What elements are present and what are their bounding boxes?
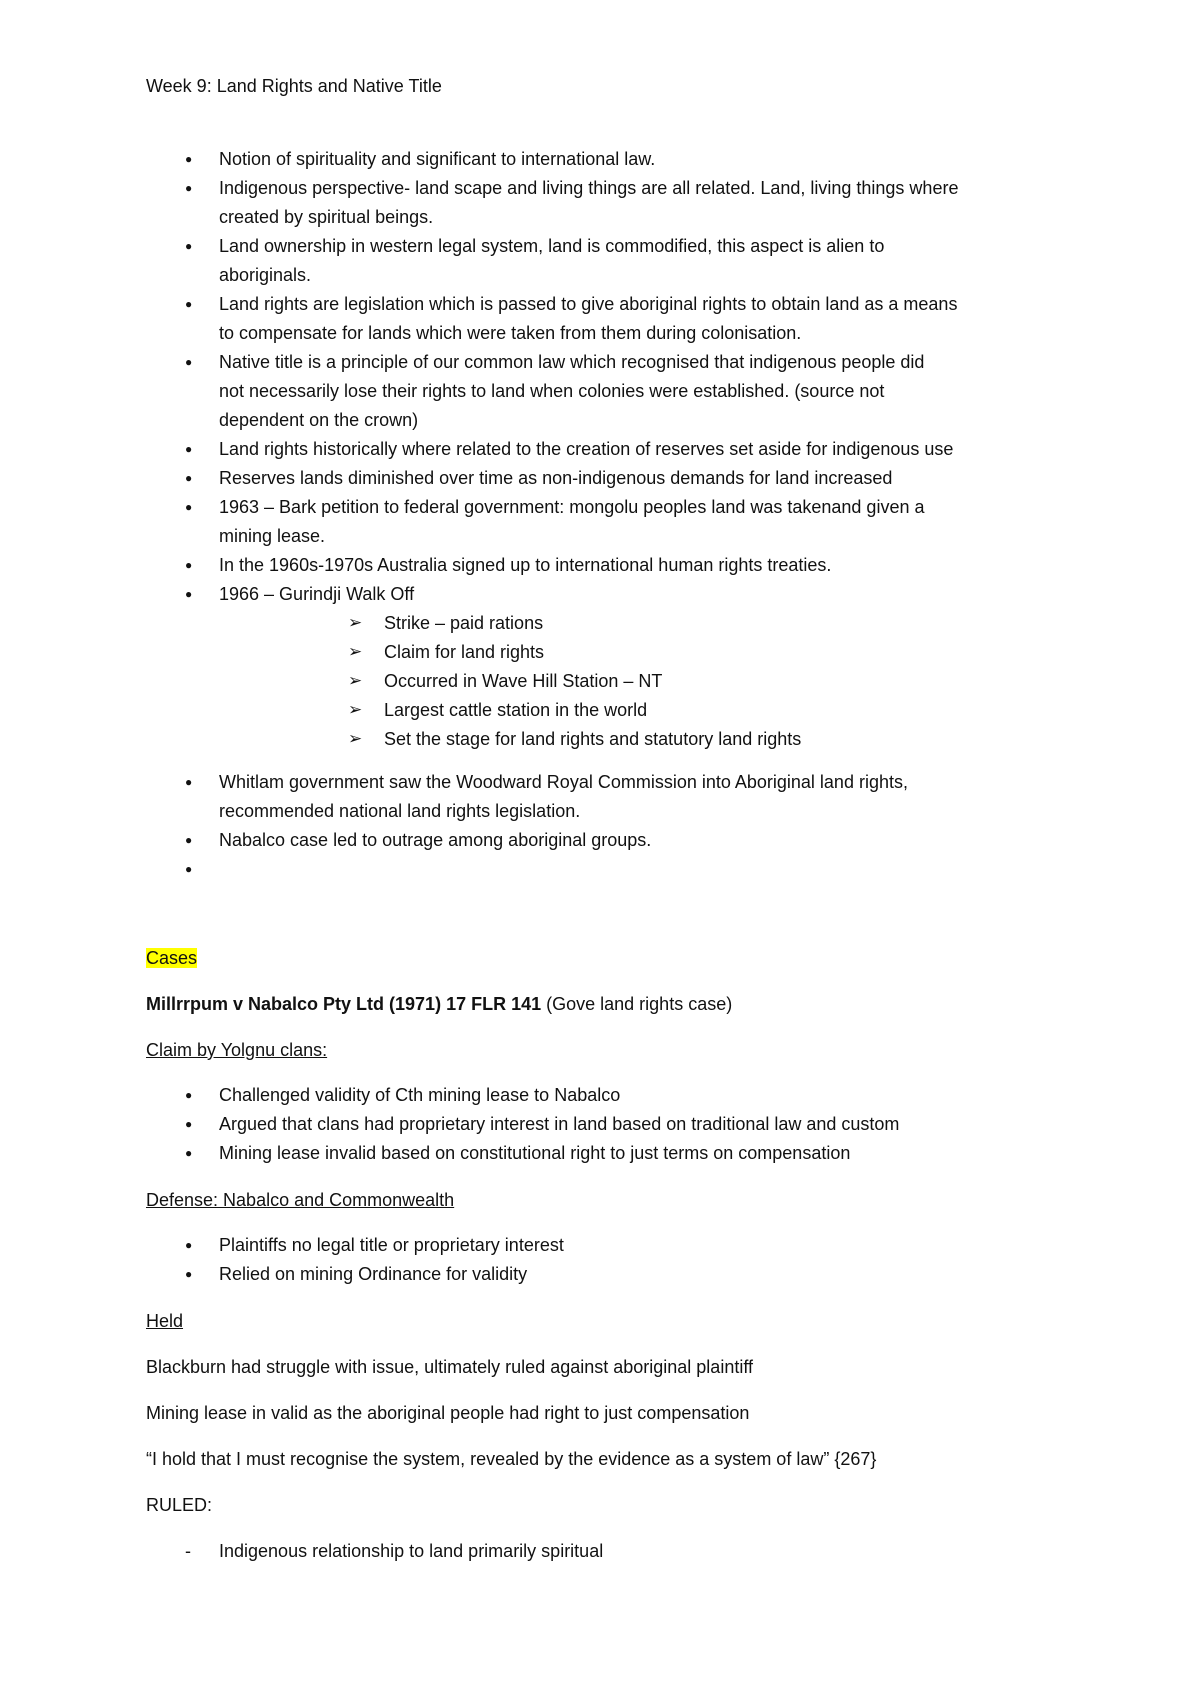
bullet-glyph: ● xyxy=(185,471,193,485)
defense-heading: Defense: Nabalco and Commonwealth xyxy=(146,1190,455,1210)
bullet-text: Reserves lands diminished over time as non-indigenous demands for land increased xyxy=(219,468,893,488)
bullet-glyph: ● xyxy=(185,239,193,253)
bullet-text-continued: dependent on the crown) xyxy=(219,410,419,430)
bullet-text-continued: aboriginals. xyxy=(219,265,312,285)
sub-bullet-text: Largest cattle station in the world xyxy=(384,700,648,720)
bullet-glyph: ● xyxy=(185,833,193,847)
bullet-text-continued: to compensate for lands which were taken from them during colonisation. xyxy=(219,323,802,343)
bullet-text-continued: created by spiritual beings. xyxy=(219,207,434,227)
bullet-text: Whitlam government saw the Woodward Royal Commission into Aboriginal land rights, xyxy=(219,772,908,792)
bullet-text: 1963 – Bark petition to federal government: mongolu peoples land was takenand given a xyxy=(219,497,925,517)
cases-heading-text: Cases xyxy=(146,948,198,968)
bullet-glyph: ● xyxy=(185,181,193,195)
bullet-glyph: ● xyxy=(185,1146,193,1160)
bullet-text: Notion of spirituality and significant to international law. xyxy=(219,149,656,169)
held-line: Blackburn had struggle with issue, ultimately ruled against aboriginal plaintiff xyxy=(146,1357,754,1377)
bullet-glyph: ● xyxy=(185,442,193,456)
bullet-text: Land rights are legislation which is passed to give aboriginal rights to obtain land as a means xyxy=(219,294,958,314)
bullet-glyph: ● xyxy=(185,297,193,311)
arrow-bullet-icon: ➢ xyxy=(348,613,363,632)
held-quote: “I hold that I must recognise the system, revealed by the evidence as a system of law” {267} xyxy=(146,1449,877,1469)
arrow-bullet-icon: ➢ xyxy=(348,729,363,748)
bullet-text-continued: not necessarily lose their rights to land when colonies were established. (source not xyxy=(219,381,885,401)
cases-heading xyxy=(146,947,197,969)
bullet-glyph: ● xyxy=(185,1117,193,1131)
bullet-text-continued: recommended national land rights legislation. xyxy=(219,801,581,821)
case-citation: Millrrpum v Nabalco Pty Ltd (1971) 17 FLR 141 xyxy=(146,994,542,1014)
bullet-glyph: ● xyxy=(185,587,193,601)
bullet-glyph: ● xyxy=(185,1238,193,1252)
case-title xyxy=(146,993,732,1015)
claim-point: Challenged validity of Cth mining lease to Nabalco xyxy=(219,1085,621,1105)
sub-bullet-text: Occurred in Wave Hill Station – NT xyxy=(384,671,663,691)
sub-bullet-text: Strike – paid rations xyxy=(384,613,544,633)
defense-point: Relied on mining Ordinance for validity xyxy=(219,1264,528,1284)
bullet-glyph-empty: ● xyxy=(185,862,193,876)
defense-point: Plaintiffs no legal title or proprietary interest xyxy=(219,1235,564,1255)
ruled-point: Indigenous relationship to land primarily spiritual xyxy=(219,1541,604,1561)
bullet-text: Indigenous perspective- land scape and living things are all related. Land, living things where xyxy=(219,178,959,198)
held-heading: Held xyxy=(146,1311,184,1331)
bullet-glyph: ● xyxy=(185,355,193,369)
claim-heading: Claim by Yolgnu clans: xyxy=(146,1040,328,1060)
bullet-text: 1966 – Gurindji Walk Off xyxy=(219,584,415,604)
held-line: Mining lease in valid as the aboriginal people had right to just compensation xyxy=(146,1403,750,1423)
case-title-note: (Gove land rights case) xyxy=(541,994,733,1014)
claim-point: Argued that clans had proprietary interest in land based on traditional law and custom xyxy=(219,1114,900,1134)
bullet-text: Nabalco case led to outrage among aboriginal groups. xyxy=(219,830,652,850)
bullet-glyph: ● xyxy=(185,775,193,789)
bullet-glyph: ● xyxy=(185,1088,193,1102)
sub-bullet-text: Set the stage for land rights and statutory land rights xyxy=(384,729,802,749)
arrow-bullet-icon: ➢ xyxy=(348,642,363,661)
bullet-text: Land rights historically where related to the creation of reserves set aside for indigenous use xyxy=(219,439,954,459)
document-title: Week 9: Land Rights and Native Title xyxy=(146,76,442,96)
bullet-glyph: ● xyxy=(185,1267,193,1281)
bullet-glyph: ● xyxy=(185,500,193,514)
arrow-bullet-icon: ➢ xyxy=(348,671,363,690)
bullet-text: Land ownership in western legal system, land is commodified, this aspect is alien to xyxy=(219,236,885,256)
dash-bullet: - xyxy=(185,1541,191,1561)
bullet-glyph: ● xyxy=(185,558,193,572)
bullet-text: Native title is a principle of our common law which recognised that indigenous people did xyxy=(219,352,925,372)
arrow-bullet-icon: ➢ xyxy=(348,700,363,719)
sub-bullet-text: Claim for land rights xyxy=(384,642,545,662)
ruled-heading: RULED: xyxy=(146,1495,213,1515)
claim-point: Mining lease invalid based on constitutional right to just terms on compensation xyxy=(219,1143,851,1163)
bullet-text: In the 1960s-1970s Australia signed up to international human rights treaties. xyxy=(219,555,832,575)
bullet-glyph: ● xyxy=(185,152,193,166)
bullet-text-continued: mining lease. xyxy=(219,526,326,546)
